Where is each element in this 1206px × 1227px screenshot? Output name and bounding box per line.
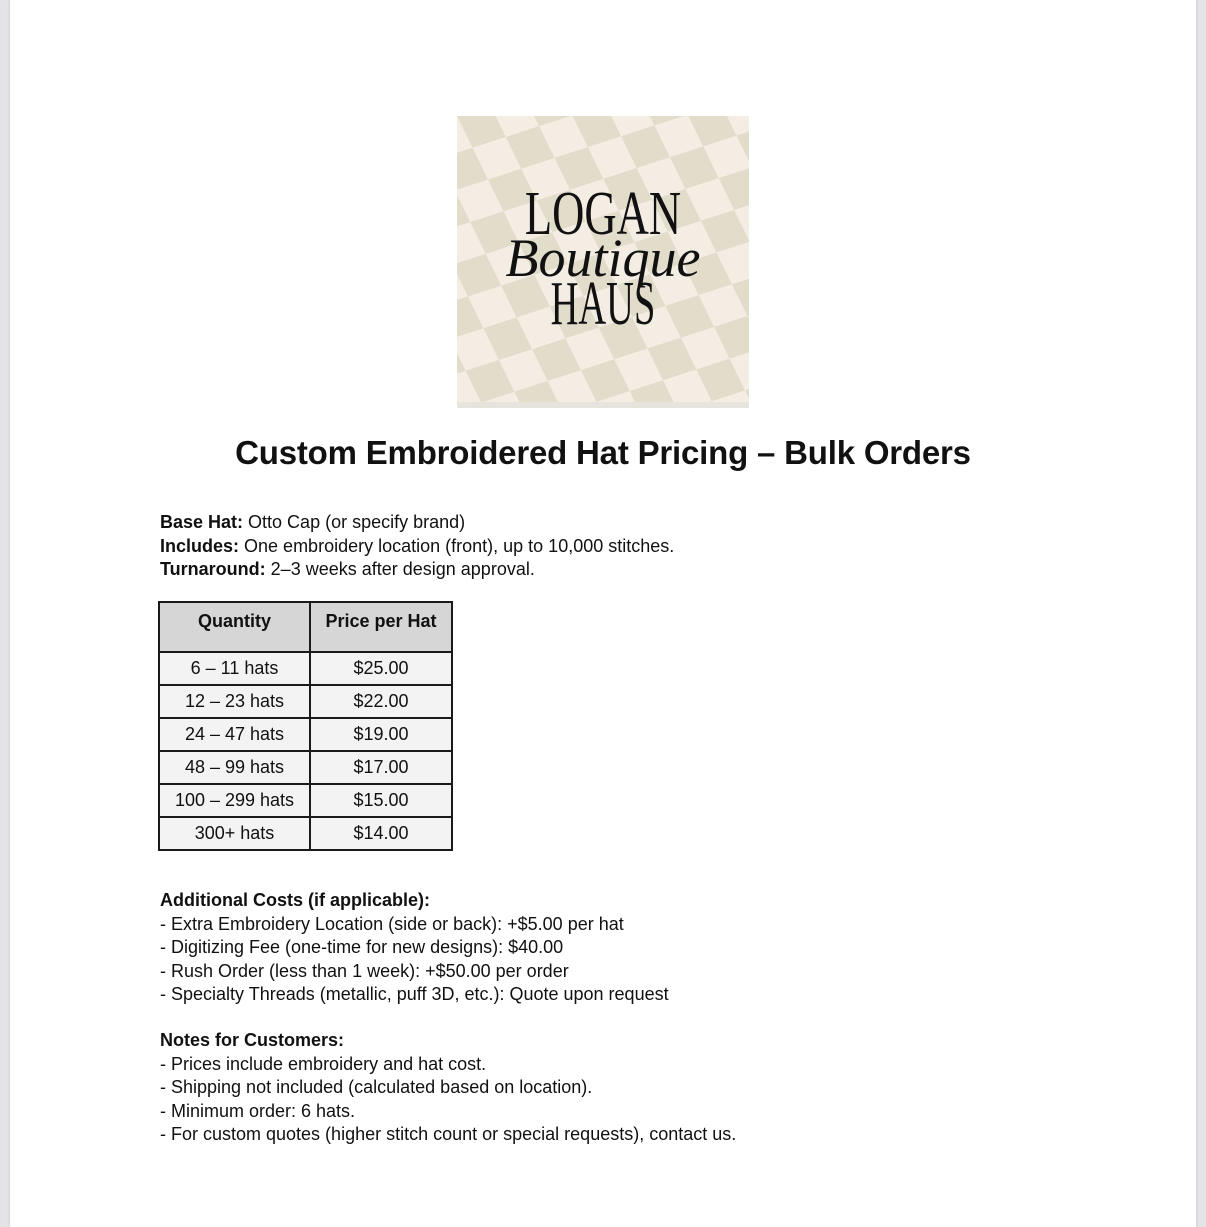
quantity-cell: 24 – 47 hats xyxy=(159,718,310,751)
logo-text-logan: LOGAN xyxy=(524,178,682,248)
additional-costs-heading: Additional Costs (if applicable): xyxy=(160,890,431,910)
table-row xyxy=(159,784,452,817)
info-includes: Includes: One embroidery location (front), up to 10,000 stitches. xyxy=(160,535,675,556)
price-cell: $19.00 xyxy=(310,718,452,751)
list-item: - Shipping not included (calculated based on location). xyxy=(160,1077,593,1097)
quantity-cell: 100 – 299 hats xyxy=(159,784,310,817)
list-item: - Specialty Threads (metallic, puff 3D, etc.): Quote upon request xyxy=(160,984,669,1004)
logo-bottom-strip xyxy=(457,402,749,408)
list-item: - For custom quotes (higher stitch count or special requests), contact us. xyxy=(160,1124,737,1144)
price-cell: $22.00 xyxy=(310,685,452,718)
list-item: - Minimum order: 6 hats. xyxy=(160,1100,356,1121)
quantity-cell: 300+ hats xyxy=(159,817,310,850)
table-row xyxy=(159,751,452,784)
quantity-cell: 6 – 11 hats xyxy=(159,652,310,685)
info-base-hat: Base Hat: Otto Cap (or specify brand) xyxy=(160,512,466,532)
quantity-cell: 48 – 99 hats xyxy=(159,751,310,784)
quantity-cell: 12 – 23 hats xyxy=(159,685,310,718)
column-header-quantity: Quantity xyxy=(159,602,310,652)
brand-logo xyxy=(457,116,749,408)
list-item: - Digitizing Fee (one-time for new designs): $40.00 xyxy=(160,937,564,957)
hat-info xyxy=(160,511,674,582)
price-cell: $25.00 xyxy=(310,652,452,685)
list-item: - Prices include embroidery and hat cost. xyxy=(160,1053,487,1074)
customer-notes-section xyxy=(160,1029,736,1147)
logo-text-boutique: Boutique xyxy=(505,228,701,288)
checker-pattern-background xyxy=(457,116,749,408)
price-cell: $14.00 xyxy=(310,817,452,850)
logo-text-haus: HAUS xyxy=(550,269,656,339)
list-item: - Extra Embroidery Location (side or back): +$5.00 per hat xyxy=(160,913,624,934)
additional-costs-section xyxy=(160,889,669,1007)
page-title: Custom Embroidered Hat Pricing – Bulk Orders xyxy=(235,434,971,471)
price-cell: $15.00 xyxy=(310,784,452,817)
pricing-table xyxy=(158,601,453,851)
customer-notes-heading: Notes for Customers: xyxy=(160,1030,345,1050)
info-turnaround: Turnaround: 2–3 weeks after design approval. xyxy=(160,559,535,579)
table-row xyxy=(159,718,452,751)
list-item: - Rush Order (less than 1 week): +$50.00 per order xyxy=(160,960,569,981)
price-cell: $17.00 xyxy=(310,751,452,784)
table-row xyxy=(159,817,452,850)
document-page xyxy=(10,0,1196,1227)
table-row xyxy=(159,652,452,685)
table-row xyxy=(159,685,452,718)
column-header-price: Price per Hat xyxy=(310,602,452,652)
table-header-row xyxy=(159,602,452,652)
